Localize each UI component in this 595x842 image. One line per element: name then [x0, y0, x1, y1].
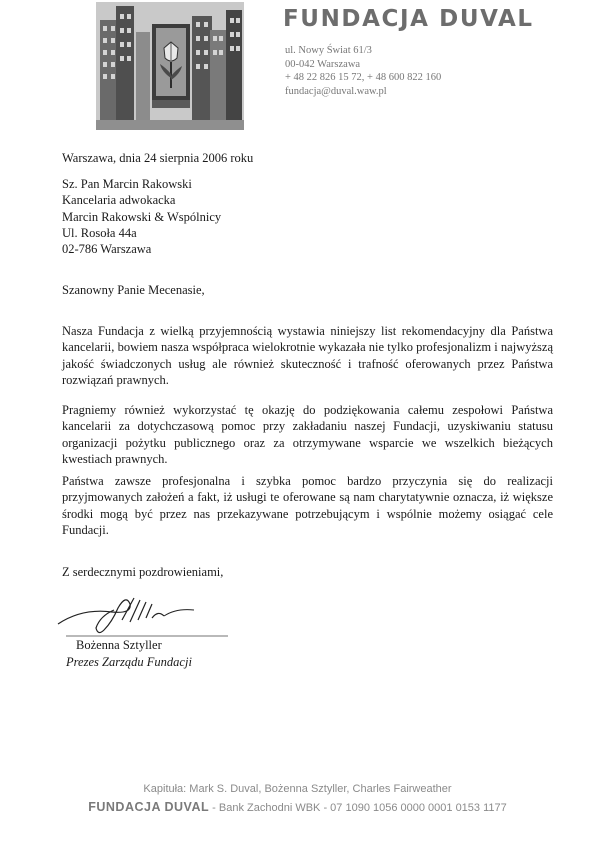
body-paragraph: Państwa zawsze profesjonalna i szybka pomoc bardzo przyczynia się do realizacji przyjmowanych założeń a fakt, iż usługi te oferowane są nam charytatywnie oznacza, iż większe środki mogą być przez nas przekazywane potrzebującym i wspólnie możemy osiągać cele Fundacji. [62, 474, 553, 537]
footer-bank-info: - Bank Zachodni WBK - 07 1090 1056 0000 0001 0153 1177 [209, 802, 507, 814]
body-paragraph: Pragniemy również wykorzystać tę okazję do podziękowania całemu zespołowi Państwa kancelarii za dotychczasową pomoc przy zakładaniu naszej Fundacji, uzyskiwaniu statusu organizacji pożytku publicznego oraz za otrzymywane wsparcie we wszelkich bieżących kwestiach prawnych. [62, 403, 553, 466]
salutation: Szanowny Panie Mecenasie, [62, 283, 205, 297]
recipient-line: Ul. Rosoła 44a [62, 225, 137, 240]
handwritten-signature-icon [52, 590, 232, 640]
email-address: fundacja@duval.waw.pl [285, 85, 387, 97]
body-paragraph: Nasza Fundacja z wielką przyjemnością wystawia niniejszy list rekomendacyjny dla Państwa kancelarii, bowiem nasza współpraca wielokrotnie wykazała nie tylko profesjonalizm i najwyższą jakość świadczonych usług ale również skuteczność i trafność oferowanych przez Państwa rozwiązań prawnych. [62, 324, 553, 387]
date-line: Warszawa, dnia 24 sierpnia 2006 roku [62, 151, 254, 165]
closing-line: Z serdecznymi pozdrowieniami, [62, 565, 224, 579]
contact-block [285, 44, 585, 98]
recipient-address [62, 176, 221, 257]
recipient-line: Kancelaria adwokacka [62, 193, 176, 208]
organization-name: FUNDACJA DUVAL [283, 6, 534, 32]
recipient-line: Marcin Rakowski & Wspólnicy [62, 209, 222, 224]
address-city: 00-042 Warszawa [285, 58, 361, 70]
signer-title: Prezes Zarządu Fundacji [66, 655, 192, 669]
footer-foundation-name: FUNDACJA DUVAL [88, 800, 210, 814]
footer-board-members: Kapituła: Mark S. Duval, Bożenna Sztyller, Charles Fairweather [143, 783, 452, 795]
address-street: ul. Nowy Świat 61/3 [285, 45, 372, 56]
signer-name: Bożenna Sztyller [76, 638, 162, 652]
recipient-line: Sz. Pan Marcin Rakowski [62, 177, 192, 191]
tulip-cityscape-logo-icon [96, 2, 244, 130]
recipient-line: 02-786 Warszawa [62, 242, 152, 257]
footer-bank-line [0, 800, 595, 814]
phone-numbers: + 48 22 826 15 72, + 48 600 822 160 [285, 72, 442, 83]
